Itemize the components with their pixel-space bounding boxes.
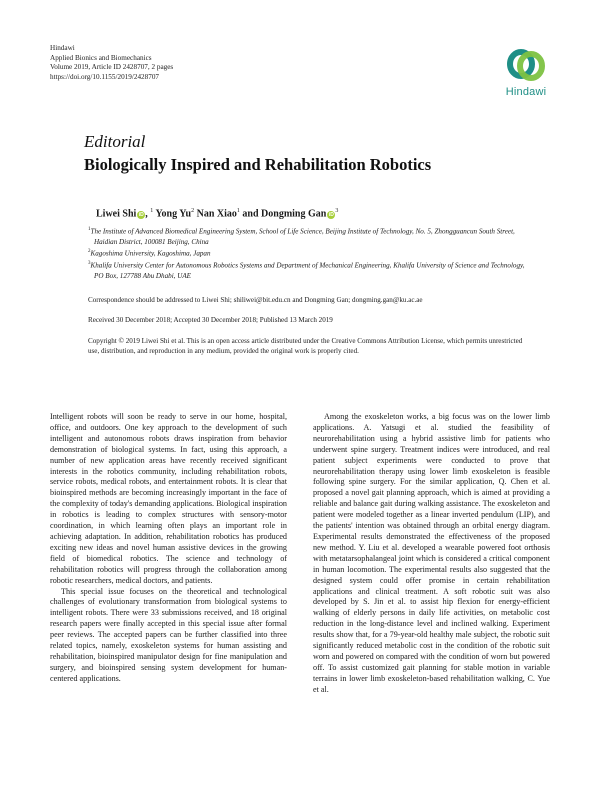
author-affiliation-number: 2: [191, 208, 195, 214]
journal-name: Applied Bionics and Biomechanics: [50, 53, 152, 62]
author-affiliation-number: 1: [150, 208, 154, 214]
affiliation-number: 1: [88, 227, 91, 232]
publisher-name: Hindawi: [50, 44, 75, 52]
affiliation-item: [88, 259, 528, 281]
author-affiliation-number: 3: [335, 208, 339, 214]
author-name[interactable]: Nan Xiao: [196, 208, 237, 220]
dates-line: Received 30 December 2018; Accepted 30 December 2018; Published 13 March 2019: [88, 316, 333, 324]
section-label: Editorial: [84, 132, 146, 151]
affiliation-item: [88, 247, 528, 259]
article-title: Biologically Inspired and Rehabilitation Robotics: [84, 155, 432, 174]
body-paragraph: This special issue focuses on the theoretical and technological challenges of evolutionary transformation from biological systems to intelligent robots. There were 33 submissions received, and 18 original research papers were finally accepted in this special issue after formal peer reviews. The accepted papers can be further classified into three related topics, namely, exoskeleton systems for human assisting and rehabilitation, bioinspired manipulator design for fine manipulation and surgery, and bioinspired sensing system development for human-centered applications.: [50, 586, 287, 683]
orcid-icon[interactable]: iD: [328, 212, 334, 219]
author-name[interactable]: Yong Yu: [155, 208, 192, 220]
copyright-notice: Copyright © 2019 Liwei Shi et al. This is an open access article distributed under the Creative Commons Attribution License, which permits unrestricted use, distribution, and reproduction in any medium, provided the original work is properly cited.: [88, 337, 523, 356]
body-column-left: [50, 412, 287, 685]
volume-line: Volume 2019, Article ID 2428707, 2 pages: [50, 63, 174, 72]
logo-text: Hindawi: [505, 86, 547, 98]
body-paragraph: Among the exoskeleton works, a big focus was on the lower limb applications. A. Yatsugi et al. studied the feasibility of neurorehabilitation using a hybrid assistive limb for patients who underwent spine surgery. Treatment indices were introduced, and real patient subject experiments were conducted to prove that neurorehabilitation therapy using lower limb exoskeleton is feasible following spine surgery. For the similar application, Q. Chen et al. proposed a novel gait planning approach, which is aimed at providing a reliable and balance gait during walking assistance. The exoskeleton and patient were modeled together as a linear inverted pendulum (LIP), and the patients' intention was obtained through an orbital energy diagram. Experimental results demonstrated the effectiveness of the proposed new method. Y. Liu et al. developed a wearable powered foot orthosis with metatarsophalangeal joint which is considered a critical component in human locomotion. The experimental results also suggested that the designed system could offer promise in certain rehabilitation applications and clinical treatment. A soft robotic suit was also developed by S. Jin et al. to assist hip flexion for energy-efficient walking of elderly persons in daily life activities, on metabolic cost reduction in the long-distance level and inclined walking. Experiment results show that, for a 79-year-old healthy male subject, the robotic suit significantly reduced metabolic cost in the condition of the robotic suit worn and powered on compared with the condition of worn but powered off. To assist customized gait planning for stable motion in variable terrains in lower limb exoskeleton-based rehabilitation walking, C. Yue et al.: [313, 412, 550, 694]
affiliation-number: 2: [88, 249, 91, 255]
journal-info: [50, 44, 173, 82]
author-list: [96, 208, 338, 219]
doi-link[interactable]: https://doi.org/10.1155/2019/2428707: [50, 72, 160, 81]
author-separator: ,: [145, 208, 151, 220]
hindawi-rings-icon: [506, 47, 546, 85]
affiliation-text: Kagoshima University, Kagoshima, Japan: [90, 249, 211, 258]
author-separator: and: [239, 208, 262, 220]
body-column-right: [313, 412, 550, 696]
orcid-icon[interactable]: iD: [138, 212, 144, 219]
body-paragraph: Intelligent robots will soon be ready to serve in our home, hospital, office, and outdoors. One key approach to the development of such intelligent and autonomous robots draws inspiration from behavior demonstration of biological systems. In fact, using this approach, a number of new application areas have recently received significant interests in the robotics community, including rehabilitation robots, service robots, medical robots, and entertainment robots. It is clear that bioinspired methods are becoming increasingly important in the face of the complexity of today's demanding applications. Biological inspiration in robotics is leading to complex structures with sensory-motor coordination, in which learning often plays an important role in achieving adaptation. In addition, rehabilitation robotics has produced exciting new ideas and novel human assistive devices in the growing field of biomedical robotics. The science and technology of rehabilitation robotics will progress through the collaboration among robotic researchers, medical doctors, and patients.: [50, 412, 287, 585]
author-name[interactable]: Dongming Gan: [261, 208, 327, 220]
correspondence-line: Correspondence should be addressed to Liwei Shi; shiliwei@bit.edu.cn and Dongming Gan; dongming.gan@ku.ac.ae: [88, 296, 423, 304]
author-name[interactable]: Liwei Shi: [96, 208, 137, 220]
hindawi-logo: [494, 47, 558, 98]
affiliation-number: 3: [88, 260, 91, 266]
affiliation-item: [88, 225, 528, 247]
author-affiliation-number: 1: [236, 208, 240, 214]
affiliation-text: Khalifa University Center for Autonomous Robotics Systems and Department of Mechanical Engineering, Khalifa University of Science and Technology, PO Box, 127788 Abu Dhabi, UAE: [90, 261, 525, 280]
affiliation-text: The Institute of Advanced Biomedical Engineering System, School of Life Science, Beijing Institute of Technology, No. 5, Zhongguancun South Street, Haidian District, 100081 Beijing, China: [90, 227, 515, 246]
affiliations: [88, 225, 528, 281]
